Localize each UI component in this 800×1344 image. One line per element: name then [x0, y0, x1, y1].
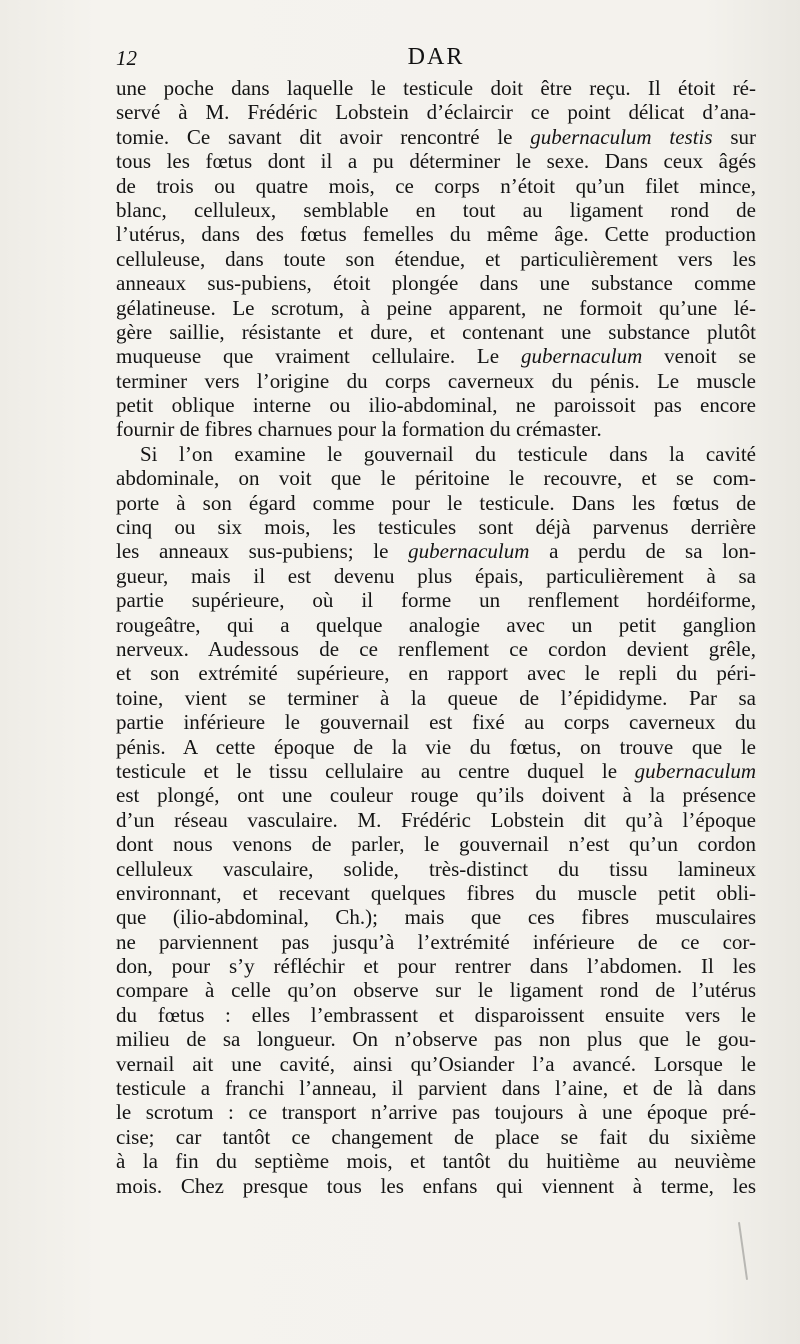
text-run: le scrotum : ce transport n’arrive pas toujours à une époque pré- — [116, 1100, 756, 1125]
text-line — [116, 125, 756, 149]
text-run: une poche dans laquelle le testicule doit être reçu. Il étoit ré- — [116, 76, 756, 100]
italic-term: gubernaculum — [634, 758, 756, 783]
text-run: tomie. Ce savant dit avoir rencontré le — [116, 124, 531, 149]
text-line — [116, 954, 756, 978]
text-run: est plongé, ont une couleur rouge qu’ils doivent à la présence — [116, 783, 756, 808]
text-line — [116, 1125, 756, 1149]
text-run: gère saillie, résistante et dure, et contenant une substance plutôt — [116, 319, 756, 344]
text-line — [116, 222, 756, 246]
text-run: nerveux. Audessous de ce renflement ce cordon devient grêle, — [116, 636, 756, 661]
text-line — [116, 515, 756, 539]
text-line — [116, 1052, 756, 1076]
text-line — [116, 491, 756, 515]
text-run: rougeâtre, qui a quelque analogie avec un petit ganglion — [116, 612, 756, 637]
text-line — [116, 1003, 756, 1027]
text-line — [116, 710, 756, 734]
text-line — [116, 637, 756, 661]
italic-term: gubernaculum — [408, 539, 530, 564]
text-run: milieu de sa longueur. On n’observe pas non plus que le gou- — [116, 1027, 756, 1052]
text-run: anneaux sus-pubiens, étoit plongée dans une substance comme — [116, 271, 756, 296]
text-run: toine, vient se terminer à la queue de l’épididyme. Par sa — [116, 685, 756, 710]
page-number: 12 — [116, 46, 137, 70]
text-line — [116, 759, 756, 783]
text-run: du fœtus : elles l’embrassent et disparoissent ensuite vers le — [116, 1002, 756, 1027]
text-line — [116, 857, 756, 881]
text-line — [116, 247, 756, 271]
text-run: gueur, mais il est devenu plus épais, particulièrement à sa — [116, 563, 756, 588]
text-line — [116, 369, 756, 393]
text-run: testicule et le tissu cellulaire au centre duquel le — [116, 758, 635, 783]
text-run: pénis. A cette époque de la vie du fœtus, on trouve que le — [116, 734, 756, 759]
italic-term: gubernaculum — [520, 344, 643, 369]
text-run: celluleuse, dans toute son étendue, et particulièrement vers les — [116, 246, 756, 271]
text-run: don, pour s’y réfléchir et pour rentrer dans l’abdomen. Il les — [116, 954, 756, 979]
text-run: cinq ou six mois, les testicules sont déjà parvenus derrière — [116, 515, 756, 540]
text-line — [116, 686, 756, 710]
text-line — [116, 930, 756, 954]
text-run: celluleux vasculaire, solide, très-distinct du tissu lamineux — [116, 856, 756, 881]
italic-term: gubernaculum testis — [530, 124, 713, 149]
text-run: partie inférieure le gouvernail est fixé au corps caverneux du — [116, 710, 756, 735]
text-run: fournir de fibres charnues pour la formation du crémaster. — [116, 417, 602, 442]
text-run: à la fin du septième mois, et tantôt du huitième au neuvième — [116, 1149, 756, 1174]
text-line — [116, 978, 756, 1002]
text-run: tous les fœtus dont il a pu déterminer le sexe. Dans ceux âgés — [116, 149, 756, 174]
text-run: Si l’on examine le gouvernail du testicule dans la cavité — [140, 441, 756, 466]
text-run: les anneaux sus-pubiens; le — [116, 539, 409, 564]
text-run: dont nous venons de parler, le gouvernail n’est qu’un cordon — [116, 832, 756, 857]
text-line — [116, 564, 756, 588]
text-line — [116, 735, 756, 759]
text-line — [116, 442, 756, 466]
text-line — [116, 1149, 756, 1173]
text-line — [116, 417, 756, 441]
text-line — [116, 393, 756, 417]
text-run: environnant, et recevant quelques fibres du muscle petit obli- — [116, 880, 756, 905]
text-run: a perdu de sa lon- — [529, 539, 756, 564]
text-run: que (ilio-abdominal, Ch.); mais que ces fibres musculaires — [116, 905, 756, 930]
text-line — [116, 198, 756, 222]
page-header — [116, 44, 756, 74]
text-line — [116, 1174, 756, 1198]
text-run: gélatineuse. Le scrotum, à peine apparent, ne formoit qu’une lé- — [116, 295, 756, 320]
text-run: petit oblique interne ou ilio-abdominal, ne paroissoit pas encore — [116, 393, 756, 418]
running-head: DAR — [407, 44, 465, 70]
margin-mark — [738, 1222, 748, 1280]
text-run: terminer vers l’origine du corps caverneux du pénis. Le muscle — [116, 368, 756, 393]
body-text — [116, 76, 756, 1198]
text-line — [116, 271, 756, 295]
text-run: sur — [712, 124, 756, 149]
text-run: muqueuse que vraiment cellulaire. Le — [116, 344, 521, 369]
text-run: d’un réseau vasculaire. M. Frédéric Lobstein dit qu’à l’époque — [116, 807, 756, 832]
text-run: vernail ait une cavité, ainsi qu’Osiander l’a avancé. Lorsque le — [116, 1051, 756, 1076]
text-line — [116, 613, 756, 637]
text-run: porte à son égard comme pour le testicule. Dans les fœtus de — [116, 490, 756, 515]
text-run: abdominale, on voit que le péritoine le recouvre, et se com- — [116, 466, 756, 491]
text-line — [116, 905, 756, 929]
text-line — [116, 588, 756, 612]
text-run: cise; car tantôt ce changement de place se fait du sixième — [116, 1124, 756, 1149]
text-run: et son extrémité supérieure, en rapport avec le repli du péri- — [116, 661, 756, 686]
text-line — [116, 1027, 756, 1051]
text-line — [116, 174, 756, 198]
text-run: ne parviennent pas jusqu’à l’extrémité inférieure de ce cor- — [116, 929, 756, 954]
text-run: venoit se — [642, 344, 756, 369]
text-line — [116, 661, 756, 685]
text-line — [116, 100, 756, 124]
text-line — [116, 76, 756, 100]
text-run: de trois ou quatre mois, ce corps n’étoit qu’un filet mince, — [116, 173, 756, 198]
text-run: servé à M. Frédéric Lobstein d’éclaircir ce point délicat d’ana- — [116, 100, 756, 125]
text-run: blanc, celluleux, semblable en tout au ligament rond de — [116, 197, 756, 222]
text-run: compare à celle qu’on observe sur le ligament rond de l’utérus — [116, 978, 756, 1003]
text-line — [116, 344, 756, 368]
text-line — [116, 466, 756, 490]
text-line — [116, 320, 756, 344]
text-line — [116, 783, 756, 807]
text-line — [116, 808, 756, 832]
text-run: testicule a franchi l’anneau, il parvient dans l’aine, et de là dans — [116, 1076, 756, 1101]
text-run: partie supérieure, où il forme un renflement hordéiforme, — [116, 588, 756, 613]
text-line — [116, 1076, 756, 1100]
text-run: mois. Chez presque tous les enfans qui viennent à terme, les — [116, 1173, 756, 1198]
text-line — [116, 149, 756, 173]
text-line — [116, 296, 756, 320]
text-line — [116, 881, 756, 905]
text-run: l’utérus, dans des fœtus femelles du même âge. Cette production — [116, 222, 756, 247]
text-line — [116, 832, 756, 856]
text-line — [116, 539, 756, 563]
text-line — [116, 1100, 756, 1124]
